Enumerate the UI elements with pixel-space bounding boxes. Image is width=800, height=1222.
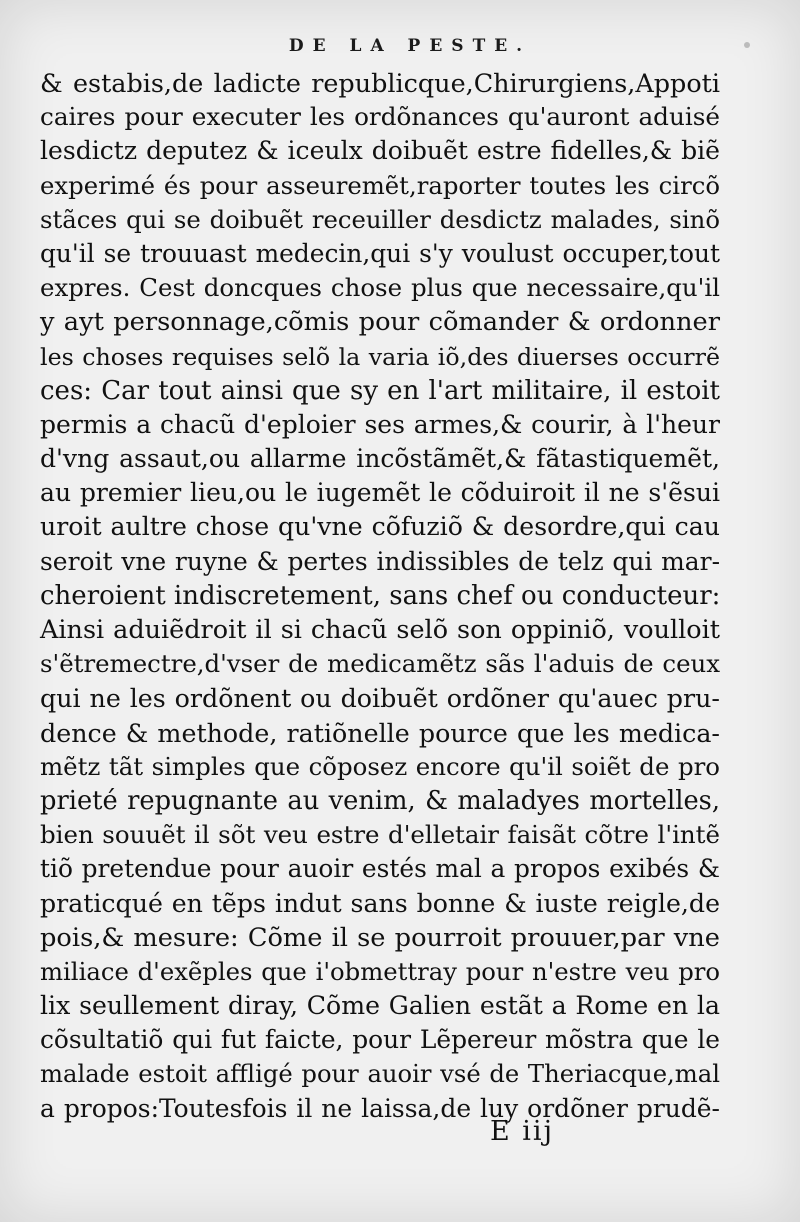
text-line: & estabis,de ladicte republicque,Chirurgiens,Appoti: [40, 68, 720, 98]
text-line: au premier lieu,ou le iugemẽt le cõduiroit il ne s'ẽsui: [40, 478, 720, 508]
text-line: y ayt personnage,cõmis pour cõmander & ordonner: [40, 307, 720, 338]
text-line: mẽtz tãt simples que cõposez encore qu'il soiẽt de pro: [40, 751, 720, 781]
text-line: prieté repugnante au venim, & maladyes mortelles,: [40, 785, 720, 816]
text-line: s'ẽtremectre,d'vser de medicamẽtz sãs l'aduis de ceux: [40, 649, 720, 679]
text-line: miliace d'exẽples que i'obmettray pour n'estre veu pro: [40, 956, 720, 986]
text-line: seroit vne ruyne & pertes indissibles de telz qui mar-: [40, 546, 720, 576]
body-text: [40, 66, 720, 1126]
text-line: qui ne les ordõnent ou doibuẽt ordõner qu'auec pru-: [40, 683, 720, 714]
text-line: caires pour executer les ordõnances qu'auront aduisé: [40, 102, 720, 132]
text-line: cheroient indiscretement, sans chef ou conducteur:: [40, 580, 721, 611]
text-line: bien souuẽt il sõt veu estre d'elletair faisãt cõtre l'intẽ: [40, 820, 720, 850]
text-line: qu'il se trouuast medecin,qui s'y voulust occuper,tout: [40, 238, 720, 268]
text-line: dence & methode, ratiõnelle pource que les medica-: [40, 717, 720, 748]
text-line: praticqué en tẽps indut sans bonne & iuste reigle,de: [40, 888, 720, 918]
text-line: ces: Car tout ainsi que sy en l'art militaire, il estoit: [40, 375, 720, 406]
running-head: DE LA PESTE.: [288, 36, 532, 56]
text-line: experimé és pour asseuremẽt,raporter toutes les circõ: [40, 170, 720, 200]
signature-mark: E iij: [490, 1116, 554, 1147]
text-line: lesdictz deputez & iceulx doibuẽt estre fidelles,& biẽ: [40, 136, 720, 166]
text-line: cõsultatiõ qui fut faicte, pour Lẽpereur mõstra que le: [40, 1025, 720, 1055]
text-line: a propos:Toutesfois il ne laissa,de luy ordõner prudẽ-: [40, 1093, 720, 1123]
text-line: uroit aultre chose qu'vne cõfuziõ & desordre,qui cau: [40, 512, 720, 542]
text-line: permis a chacũ d'eploier ses armes,& courir, à l'heur: [40, 409, 720, 439]
text-line: pois,& mesure: Cõme il se pourroit prouuer,par vne: [40, 922, 720, 953]
text-line: stãces qui se doibuẽt receuiller desdictz malades, sinõ: [40, 204, 720, 234]
text-line: lix seullement diray, Cõme Galien estãt a Rome en la: [40, 991, 720, 1021]
text-line: expres. Cest doncques chose plus que necessaire,qu'il: [40, 273, 720, 303]
text-line: d'vng assaut,ou allarme incõstãmẽt,& fãtastiquemẽt,: [40, 444, 720, 474]
text-line: malade estoit affligé pour auoir vsé de Theriacque,mal: [40, 1059, 720, 1089]
text-line: Ainsi aduiẽdroit il si chacũ selõ son oppiniõ, voulloit: [40, 615, 720, 645]
text-line: les choses requises selõ la varia iõ,des diuerses occurrẽ: [40, 342, 720, 371]
text-line: tiõ pretendue pour auoir estés mal a propos exibés &: [40, 854, 720, 884]
